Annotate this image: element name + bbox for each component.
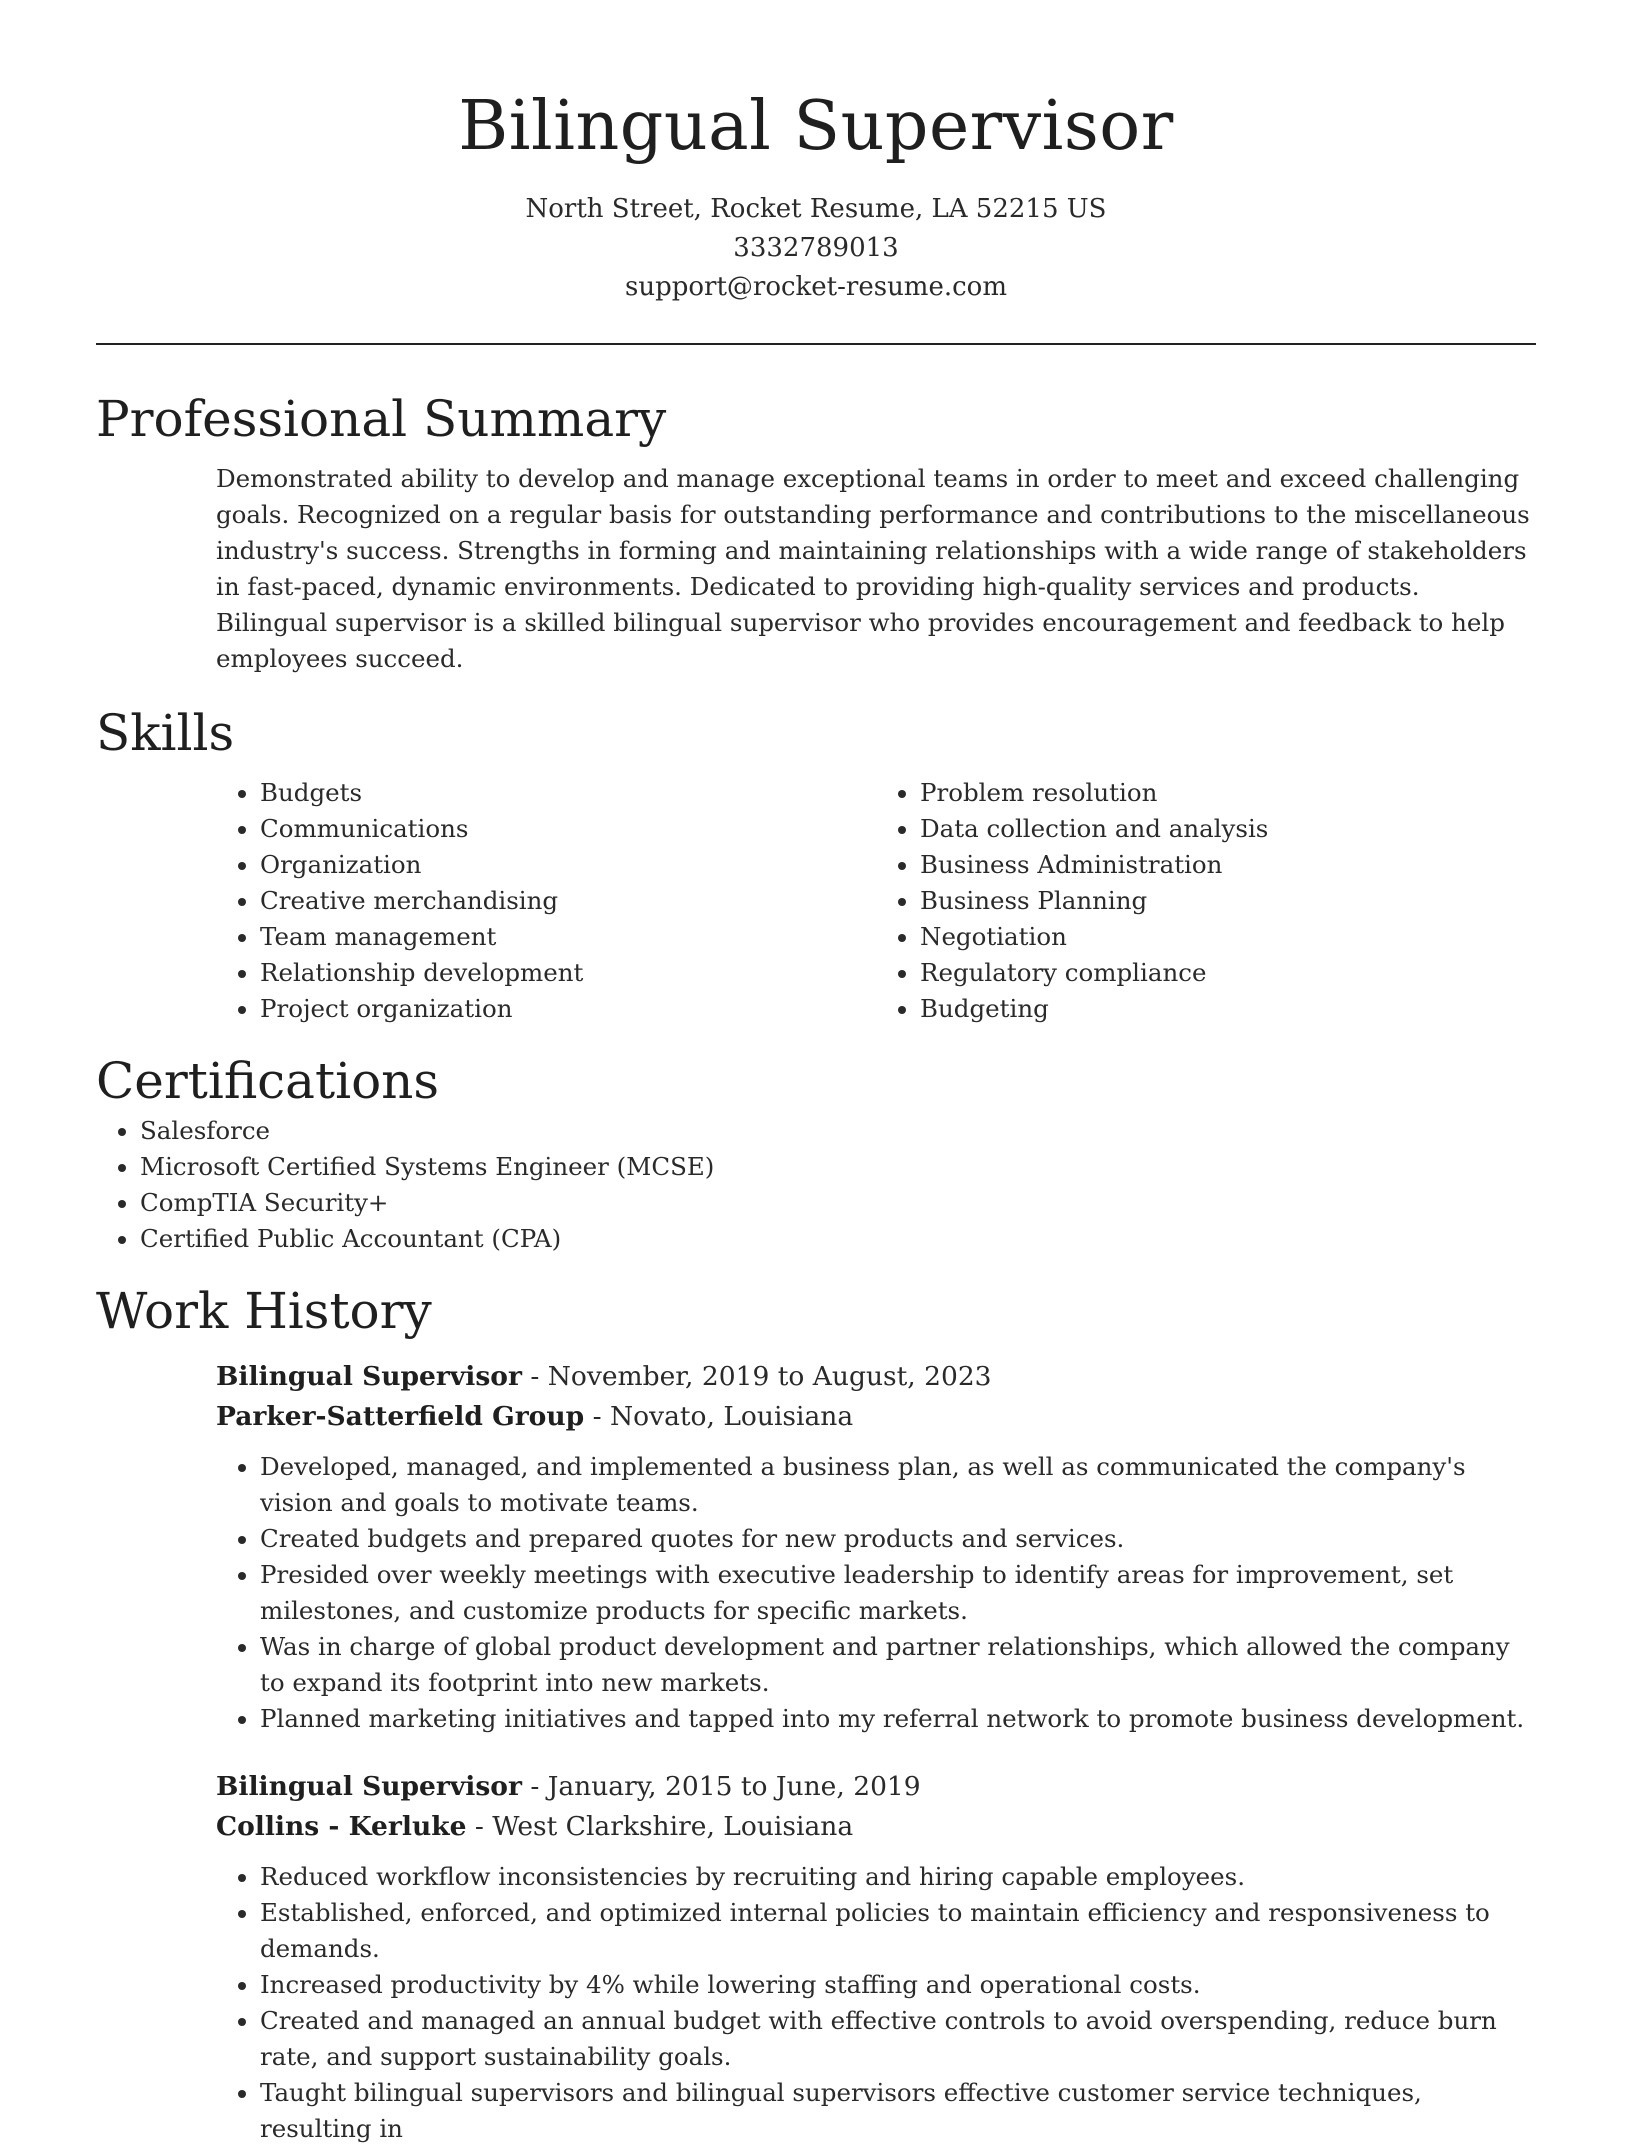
job-bullet: • Reduced workflow inconsistencies by recruiting and hiring capable employees.: [260, 1859, 1536, 1895]
skills-title: Skills: [96, 704, 235, 762]
skill-item: • Creative merchandising: [260, 883, 876, 919]
certifications-list: [96, 1113, 1536, 1257]
certification-item: • CompTIA Security+: [140, 1185, 1536, 1221]
job-entry: [216, 1357, 1536, 1737]
summary-text: Demonstrated ability to develop and manage exceptional teams in order to meet and exceed challenging goals. Recognized on a regular basis for outstanding performance and contributions to the miscellaneous industry's success. Strengths in forming and maintaining relationships with a wide range of stakeholders in fast-paced, dynamic environments. Dedicated to providing high-quality services and products. Bilingual supervisor is a skilled bilingual supervisor who provides encouragement and feedback to help employees succeed.: [216, 464, 1530, 673]
job-position: Bilingual Supervisor: [216, 1771, 522, 1802]
skill-item: • Relationship development: [260, 955, 876, 991]
contact-address: North Street, Rocket Resume, LA 52215 US: [525, 194, 1107, 224]
certification-item: • Microsoft Certified Systems Engineer (MCSE): [140, 1149, 1536, 1185]
job-bullet: • Created and managed an annual budget with effective controls to avoid overspending, reduce burn rate, and support sustainability goals.: [260, 2003, 1536, 2075]
job-location: - Novato, Louisiana: [584, 1401, 854, 1432]
contact-phone: 3332789013: [733, 233, 899, 263]
skill-item: • Data collection and analysis: [920, 811, 1536, 847]
skills-list-left: [216, 775, 876, 1027]
skill-item: • Problem resolution: [920, 775, 1536, 811]
skill-item: • Budgets: [260, 775, 876, 811]
summary-section: [96, 387, 1536, 677]
job-company-line: [216, 1807, 1536, 1847]
job-dates: - January, 2015 to June, 2019: [521, 1771, 921, 1802]
resume-header: [96, 0, 1536, 307]
job-bullets: [216, 1859, 1536, 2147]
certifications-section: [96, 1049, 1536, 1257]
candidate-name: Bilingual Supervisor: [458, 87, 1174, 166]
job-bullet: • Created budgets and prepared quotes for new products and services.: [260, 1521, 1536, 1557]
skill-item: • Budgeting: [920, 991, 1536, 1027]
job-position: Bilingual Supervisor: [216, 1361, 522, 1392]
job-title-line: [216, 1357, 1536, 1397]
summary-title: Professional Summary: [96, 390, 667, 448]
skill-item: • Business Administration: [920, 847, 1536, 883]
header-divider: [96, 343, 1536, 345]
job-bullet: • Planned marketing initiatives and tapped into my referral network to promote business development.: [260, 1701, 1536, 1737]
contact-info: [96, 190, 1536, 307]
job-dates: - November, 2019 to August, 2023: [521, 1361, 992, 1392]
job-bullet: • Taught bilingual supervisors and bilingual supervisors effective customer service techniques, resulting in: [260, 2075, 1536, 2147]
job-title-line: [216, 1767, 1536, 1807]
job-entry: [216, 1767, 1536, 2147]
job-company-line: [216, 1397, 1536, 1437]
job-company: Collins - Kerluke: [216, 1811, 467, 1842]
skill-item: • Organization: [260, 847, 876, 883]
job-bullet: • Presided over weekly meetings with executive leadership to identify areas for improvement, set milestones, and customize products for specific markets.: [260, 1557, 1536, 1629]
skill-item: • Communications: [260, 811, 876, 847]
work-history-section: [96, 1279, 1536, 2147]
skill-item: • Project organization: [260, 991, 876, 1027]
skill-item: • Regulatory compliance: [920, 955, 1536, 991]
skill-item: • Negotiation: [920, 919, 1536, 955]
certifications-title: Certifications: [96, 1052, 440, 1110]
skills-list-right: [876, 775, 1536, 1027]
skill-item: • Team management: [260, 919, 876, 955]
certification-item: • Certified Public Accountant (CPA): [140, 1221, 1536, 1257]
certification-item: • Salesforce: [140, 1113, 1536, 1149]
contact-email: support@rocket-resume.com: [624, 272, 1007, 302]
job-company: Parker-Satterfield Group: [216, 1401, 585, 1432]
job-bullet: • Increased productivity by 4% while lowering staffing and operational costs.: [260, 1967, 1536, 2003]
skill-item: • Business Planning: [920, 883, 1536, 919]
skills-columns: [216, 775, 1536, 1027]
job-location: - West Clarkshire, Louisiana: [466, 1811, 854, 1842]
skills-section: [96, 701, 1536, 1027]
resume-page: [96, 0, 1536, 2147]
job-bullet: • Developed, managed, and implemented a business plan, as well as communicated the company's vision and goals to motivate teams.: [260, 1449, 1536, 1521]
job-bullet: • Was in charge of global product development and partner relationships, which allowed the company to expand its footprint into new markets.: [260, 1629, 1536, 1701]
work-history-title: Work History: [96, 1282, 432, 1340]
job-bullet: • Established, enforced, and optimized internal policies to maintain efficiency and responsiveness to demands.: [260, 1895, 1536, 1967]
job-bullets: [216, 1449, 1536, 1737]
